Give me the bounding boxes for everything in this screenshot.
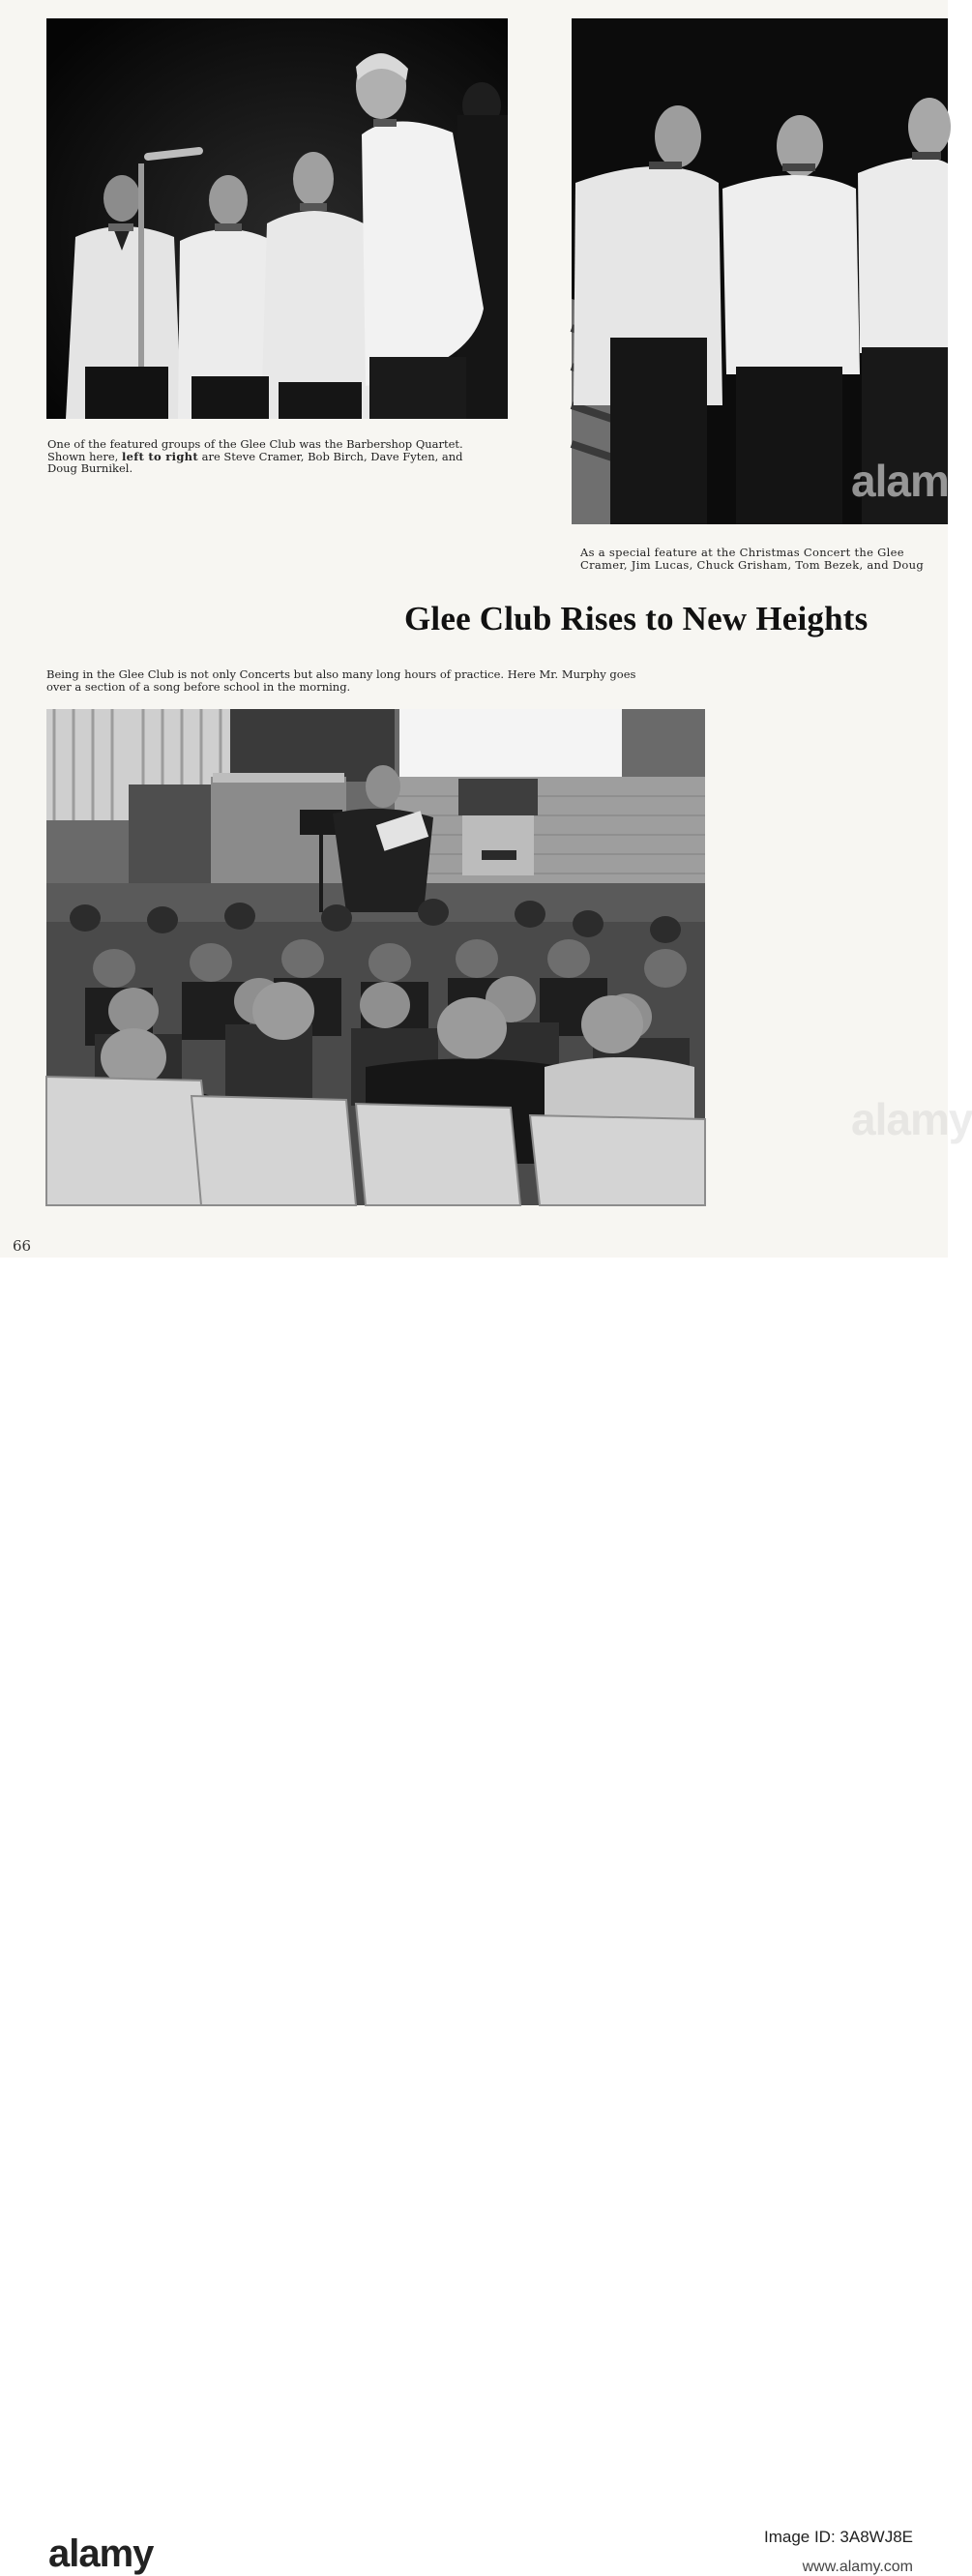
quartet-caption-line2-bold: left to right bbox=[121, 449, 198, 463]
christmas-concert-photo bbox=[572, 18, 948, 524]
practice-caption bbox=[46, 668, 743, 693]
practice-caption-line1: Being in the Glee Club is not only Concerts but also many long hours of practice. Here Mr. Murphy goes bbox=[46, 667, 636, 681]
christmas-caption-line1: As a special feature at the Christmas Concert the Glee bbox=[580, 546, 904, 559]
watermark: alamy bbox=[851, 1094, 972, 1144]
practice-photo bbox=[46, 709, 705, 1205]
quartet-caption bbox=[47, 438, 531, 475]
quartet-caption-line2-pre: Shown here, bbox=[47, 449, 119, 463]
watermark: alamy bbox=[851, 456, 972, 506]
quartet-caption-line1: One of the featured groups of the Glee Club was the Barbershop Quartet. bbox=[47, 437, 463, 451]
quartet-caption-line2-post: are Steve Cramer, Bob Birch, Dave Fyten, and bbox=[201, 449, 463, 463]
quartet-photo bbox=[46, 18, 508, 419]
page-number: 66 bbox=[13, 1237, 32, 1255]
stock-image-id: Image ID: 3A8WJ8E bbox=[763, 2528, 913, 2546]
yearbook-page bbox=[0, 0, 972, 1258]
christmas-caption-line2: Cramer, Jim Lucas, Chuck Grisham, Tom Bezek, and Doug bbox=[580, 557, 924, 572]
stock-url[interactable]: www.alamy.com bbox=[802, 2559, 913, 2575]
quartet-caption-line3: Doug Burnikel. bbox=[47, 461, 133, 475]
stock-brand-logo: alamy bbox=[48, 2532, 154, 2575]
practice-caption-line2: over a section of a song before school in the morning. bbox=[46, 679, 351, 694]
stock-footer bbox=[0, 1258, 948, 2575]
page-headline: Glee Club Rises to New Heights bbox=[404, 600, 869, 637]
christmas-caption bbox=[580, 547, 967, 571]
